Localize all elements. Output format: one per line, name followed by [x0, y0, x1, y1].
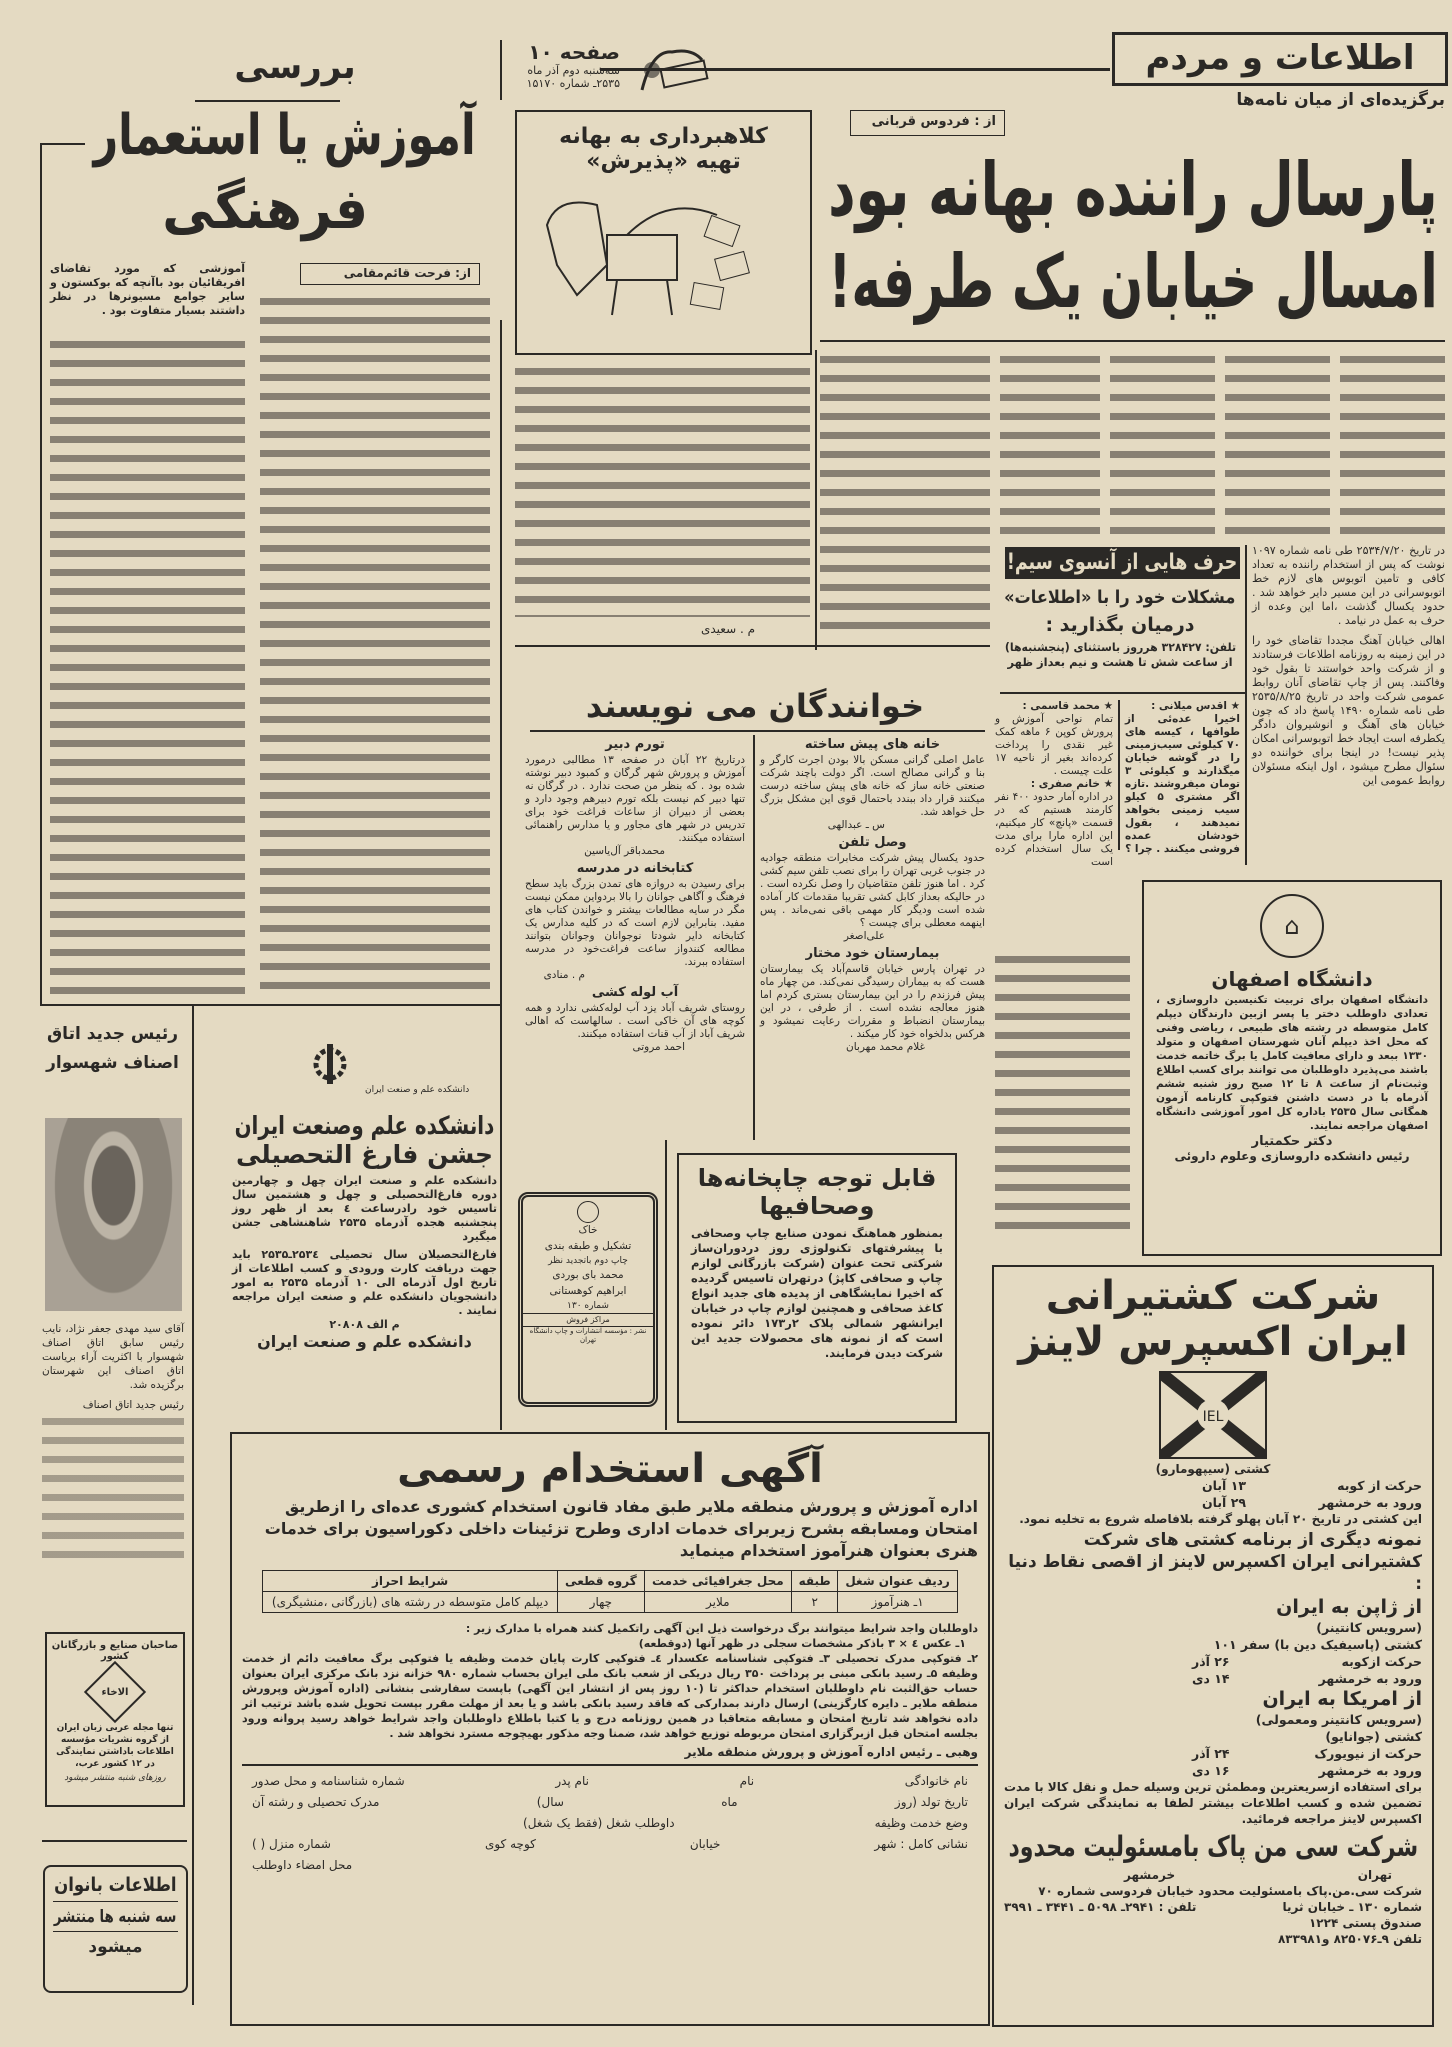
printing-ad	[677, 1153, 957, 1423]
requirement-item: ۱ـ عکس ٤ × ۳ باذکر مشخصات سجلی در ظهر آنها (دوقطعه)	[638, 1637, 966, 1650]
service-2: (سرویس کانتینر ومعمولی)	[1255, 1711, 1422, 1727]
printing-title-1-wrap	[679, 1165, 955, 1193]
schedule-label: ورود به خرمشهر	[1318, 1494, 1422, 1510]
ship-name-1: کشتی (سیپهومارو)	[1155, 1462, 1271, 1476]
book-sales-points: مراکز فروش	[523, 1313, 653, 1326]
alakha-ad	[45, 1632, 185, 1807]
article-column	[820, 350, 990, 640]
application-form	[242, 1771, 978, 1876]
sim-item-text: در اداره آمار حدود ۴۰۰ نفر کارمند هستیم که در قسمت «پانچ» کار میکنیم، این اداره مارا برای مدت یک سال استخدام کرده است	[995, 791, 1113, 868]
column-header: شرایط احراز	[263, 1571, 558, 1592]
form-field: شماره منزل ( )	[252, 1836, 331, 1851]
sim-line-1-wrap	[1002, 588, 1238, 609]
table-header-row	[263, 1571, 958, 1592]
sim-line-1: مشکلات خود را با «اطلاعات»	[1004, 587, 1236, 608]
article-column	[1225, 350, 1330, 535]
alakha-line-2: تنها مجله عربی زبان ایران از گروه نشریات مؤسسه اطلاعات باداشتن نمایندگی در ۱۲ کشور عرب،	[56, 1723, 174, 1770]
schedule-date: ۱۴ دی	[1192, 1670, 1230, 1686]
review-column	[260, 292, 490, 1000]
asnaf-more: رئیس جدید اتاق اصناف	[82, 1399, 184, 1411]
cartoon-article-text	[515, 362, 810, 617]
cartoon-signature: م . سعیدی	[700, 622, 755, 636]
letter-author: م . منادی	[543, 969, 585, 981]
khorramshahr-label: خرمشهر	[1124, 1867, 1176, 1882]
schedule-date: ۲۴ آذر	[1192, 1745, 1230, 1761]
employment-signer: وهبی ـ رئیس اداره آموزش و پرورش منطقه ملایر	[684, 1745, 978, 1759]
employment-table	[262, 1570, 958, 1613]
sim-line-2-wrap	[1002, 615, 1238, 637]
book-number: شماره ۱۳۰	[567, 1300, 609, 1311]
cartoon-illustration	[517, 175, 807, 325]
asnaf-text	[42, 1412, 184, 1562]
masthead-logo	[632, 40, 712, 100]
review-title-2: فرهنگی	[162, 177, 368, 242]
cartoon-title-1-wrap	[517, 124, 810, 149]
letter-text: عامل اصلی گرانی مسکن بالا بودن اجرت کارگر و بنا و گرانی مصالح است. اگر دولت باچند شرکت صنعتی خانه ساز که خانه های پیش ساخته درست میکنند قرار داد ببندد باحتمال قوی این مشکل بزرگ حل خواهد شد.	[760, 754, 985, 818]
ship-name-2: کشتی (پاسیفیک دین با) سفر ۱۰۱	[1213, 1636, 1422, 1652]
letter-title: بیمارستان خود مختار	[805, 946, 940, 961]
readers-title: خوانندگان می نویسند	[585, 687, 925, 725]
esfahan-university-ad	[1142, 880, 1442, 1256]
table-cell: ۱ـ هنرآموز	[838, 1592, 958, 1613]
column-header: طبقه	[792, 1571, 838, 1592]
banovan-box	[43, 1865, 188, 1993]
iel-flag-logo	[1159, 1371, 1267, 1459]
route-japan: از ژاپن به ایران	[1276, 1595, 1422, 1618]
sim-item-name: ★ اقدس میلانی :	[1151, 700, 1240, 712]
article-excerpt-2: اهالی خیابان آهنگ مجددا تقاضای خود را در این زمینه به روزنامه اطلاعات فرستادند و از شرکت واحد خواستند تا بقول خود وفاکنند. پس از چاپ تقاضای آنان روابط عمومی شرکت واحد در تاریخ ۲۵۳۵/۸/۲۵ طی نامه شماره ۱۴۹۰ پاسخ داد که چون خیابان های آهنگ و انوشیروان دادگر یکطرفه است ایجاد خط اتوبوسرانی امکان پذیر نیست! در اینجا برای خواننده دو سئوال مطرح میشود ، اول اینکه مسئولان روابط عمومی این	[1252, 634, 1446, 787]
letter-text: برای رسیدن به دروازه های تمدن بزرگ باید سطح فرهنگ و آگاهی جوانان را بالا بردواین ممکن نیست مگر در سایه مطالعات بیشتر و خواندن کتاب های مفید. بنابراین لازم است که در کلیه مدارس یک کتابخانه دایر شودتا نوجوانان وجوانان بتوانند مطالعه کنندواز ساعت فراغت‌خود در مدرسه استفاده ببرند.	[525, 878, 745, 968]
employment-title: آگهی استخدام رسمی	[397, 1446, 823, 1492]
schedule-date: ۱۳ آبان	[1202, 1477, 1246, 1493]
schedule-label: حرکت از نیویورک	[1314, 1745, 1422, 1761]
cartoon-title-2-wrap	[517, 149, 810, 174]
form-row	[252, 1813, 968, 1834]
sim-item-text: تمام نواحی آموزش و پرورش کوپن ۶ ماهه کمک غیر نقدی را پرداخت کرده‌اند بغیر از ناحیه ۱۷ علت چیست .	[995, 713, 1113, 777]
book-ad	[518, 1192, 658, 1407]
sim-hours: از ساعت شش تا هشت و نیم بعداز ظهر	[1007, 654, 1233, 669]
section-subtitle: برگزیده‌ای از میان نامه‌ها	[1236, 90, 1445, 110]
issue-date: سه‌شنبه دوم آذر ماه	[527, 64, 620, 77]
portrait-photo	[45, 1118, 182, 1311]
review-intro: آموزشی که مورد تقاضای افریقائیان بود باآنچه که بوکستون و سایر جوامع مسیونرها در نظر داشتند بسیار متفاوت بود .	[50, 262, 245, 317]
iust-body-2: فارغ‌التحصیلان سال تحصیلی ۲۵۳٤ـ۲۵۳۵ باید جهت دریافت کارت ورودی و کسب اطلاعات از تاریخ اول آذرماه الی ۱۰ آذرماه ۲۵۳۵ به امور دانشجویان دانشکده علم و صنعت ایران مراجعه نمایند .	[232, 1247, 497, 1317]
sim-hours-wrap	[1002, 656, 1238, 669]
sim-item	[1125, 700, 1240, 856]
form-field: نام	[739, 1773, 755, 1788]
column-header: ردیف عنوان شغل	[838, 1571, 958, 1592]
review-author: از: فرحت قائم‌مقامی	[300, 263, 480, 285]
schedule-3	[1192, 1711, 1422, 1779]
schedule-2	[1192, 1619, 1422, 1687]
schedule-label: حرکت ازکوبه	[1341, 1653, 1422, 1669]
review-section: بررسی	[234, 47, 356, 87]
iust-body: دانشکده علم و صنعت ایران چهل و چهارمین دوره فارغ‌التحصیلی و چهل و هشتمین سال تاسیس خود رادرساعت ٤ بعد از ظهر روز پنجشنبه هجده آذرماه ۲۵۳۵ شاهنشاهی جشن میگیرد	[232, 1173, 498, 1243]
page-header	[505, 40, 620, 90]
book-author: ابراهیم کوهستانی	[549, 1284, 627, 1297]
asnaf-caption: آقای سید مهدی جعفر نژاد، نایب رئیس سابق اتاق اصناف شهسوار با اکثریت آراء بریاست اتاق اصناف این شهرستان برگزیده شد.	[42, 1323, 184, 1391]
readers-column-left	[525, 734, 745, 1054]
shipping-agent-wrap	[1004, 1831, 1422, 1863]
iust-title-2-wrap	[232, 1141, 497, 1170]
iust-logo-icon	[300, 1036, 360, 1106]
form-field: داوطلب شغل (فقط یک شغل)	[523, 1815, 675, 1830]
tehran-label: تهران	[1357, 1867, 1392, 1882]
form-field: خیابان	[689, 1836, 721, 1851]
book-subtitle: تشکیل و طبقه بندی	[544, 1239, 632, 1252]
form-row	[252, 1792, 968, 1813]
author-byline: از : فردوس قربانی	[850, 110, 1005, 136]
shipping-closing: برای استفاده ازسریعترین ومطمئن ترین وسیله حمل و نقل کالا با مدت تضمین شده و کسب اطلاعات بیشتر لطفا به نمایندگی شرکت ایران اکسپرس لاینز مراجعه فرمائید.	[1004, 1779, 1422, 1826]
main-headline	[822, 148, 1444, 238]
form-field: نام پدر	[555, 1773, 589, 1788]
iel-logo-text: IEL	[1202, 1409, 1224, 1425]
letter-title: خانه های پیش ساخته	[804, 737, 941, 752]
section-title-mardom: اطلاعات و مردم	[1145, 38, 1415, 78]
khorramshahr-address: شماره ۱۳۰ ـ خیابان ثریا	[1282, 1899, 1422, 1914]
book-publisher: نشر : مؤسسه انتشارات و چاپ دانشگاه تهران	[523, 1326, 653, 1345]
form-field: تاریخ تولد (روز	[894, 1794, 968, 1809]
form-field: نشانی کامل : شهر	[874, 1836, 968, 1851]
review-title-1-wrap	[90, 104, 480, 172]
table-cell: دیپلم کامل متوسطه در رشته های (بازرگانی ،منشیگری)	[263, 1592, 558, 1613]
article-excerpts	[1252, 544, 1445, 788]
letter-title: تورم دبیر	[605, 737, 665, 752]
alakha-line-3: روزهای شنبه منتشر میشود	[64, 1772, 166, 1783]
letter-title: کتابخانه در مدرسه	[576, 861, 694, 876]
table-row	[263, 1592, 958, 1613]
employment-lead: اداره آموزش و پرورش منطقه ملایر طبق مفاد قانون استخدام کشوری عده‌ای را ازطریق امتحان ومسابقه بشرح زیربرای خدمات اداری وطرح تزئینات داخلی دکوراسیون برای خدمات هنری بعنوان هنرآموز استخدام مینماید	[264, 1497, 978, 1560]
main-headline-2	[822, 240, 1444, 330]
form-row	[252, 1771, 968, 1792]
printing-title-2-wrap	[679, 1193, 955, 1221]
iust-title-2: جشن فارغ التحصیلی	[235, 1139, 494, 1169]
letter-author: غلام محمد مهربان	[845, 1041, 925, 1053]
shipping-title-2-wrap	[1004, 1319, 1422, 1365]
letter-text: در تهران پارس خیابان قاسم‌آباد یک بیمارستان هست که به بیماران رسیدگی نمی‌کند. من چهار ماه پیش فرزندم را در این بیمارستان بستری کردم اما هنوز معالجه نشده است . از طرفی ، در این بیمارستان انضباط و مقررات رعایت نمیشود و هرکس بدلخواه خود کار میکند .	[760, 963, 985, 1040]
readers-title-wrap	[520, 688, 990, 725]
shipping-agent: شرکت سی من پاک بامسئولیت محدود	[1008, 1829, 1418, 1863]
cartoon-title-1: کلاهبرداری به بهانه	[559, 124, 768, 149]
cartoon-box	[515, 110, 812, 355]
university-emblem-icon: ⌂	[1260, 894, 1324, 958]
sim-phone: تلفن: ۳۲۸۴۲۷ هرروز باستثنای (پنجشنبه‌ها)	[1004, 639, 1236, 654]
ship-name-3: کشتی (جوانایو)	[1325, 1728, 1422, 1744]
route-america: از امریکا به ایران	[1262, 1687, 1422, 1710]
book-author: محمد بای بوردی	[552, 1269, 624, 1281]
letter-title: وصل تلفن	[838, 835, 907, 850]
letter-text: درتاریخ ۲۲ آبان در صفحه ۱۳ مطالبی درمورد آموزش و پرورش شهر گرگان و کمبود دبیر نوشته شده بود . که بنظر من صحت ندارد . در گرگان نه تنها دبیر کم نیست بلکه تورم دبیرهم وجود دارد و بعضی از دبیران از ساعات فراغت خود برای تدریس در شهر های مجاور و یا مدارس راهنمائی استفاده میکنند.	[525, 754, 746, 844]
book-title: خاک	[578, 1224, 598, 1236]
page-number: صفحه ۱۰	[528, 40, 620, 64]
form-field: وضع خدمت وظیفه	[874, 1815, 968, 1830]
table-cell: ۲	[792, 1592, 838, 1613]
schedule-date: ۲۹ آبان	[1202, 1494, 1246, 1510]
schedule-1	[1202, 1477, 1422, 1511]
schedule-date: ۲۶ آذر	[1192, 1653, 1230, 1669]
review-title-2-wrap	[160, 178, 370, 246]
headline-line-2: امسال خیابان یک طرفه!	[828, 239, 1438, 325]
agent-addresses	[1004, 1867, 1422, 1947]
esfahan-signer-title: رئیس دانشکده داروسازی وعلوم داروئی	[1174, 1148, 1410, 1163]
article-column	[1110, 350, 1215, 535]
asnaf-title-2: اصناف شهسوار	[46, 1053, 179, 1073]
tehran-phone: تلفن ۹ـ۸۲۵۰۷۶ و۸۳۳۹۸۱	[1277, 1931, 1422, 1946]
form-row	[252, 1834, 968, 1855]
form-field: ماه	[721, 1794, 738, 1809]
shipping-title-1-wrap	[1004, 1273, 1422, 1319]
po-box: صندوق پستی ۱۲۲۴	[1308, 1915, 1422, 1930]
article-column	[1340, 350, 1445, 535]
asnaf-title-2-wrap	[40, 1054, 185, 1074]
iust-title-1: دانشکده علم وصنعت ایران	[234, 1111, 495, 1140]
iust-code: م الف ۲۰۸۰۸	[329, 1317, 400, 1331]
issue-number: ۲۵۳۵ـ شماره ۱۵۱۷۰	[526, 77, 620, 90]
service-1: (سرویس کانتینر)	[1316, 1619, 1422, 1635]
sim-item-name: ★ خانم صفری :	[1030, 778, 1113, 790]
letter-author: علی‌اصغر	[843, 930, 885, 942]
form-divider	[242, 1764, 978, 1766]
asnaf-title-1-wrap	[40, 1025, 185, 1045]
letter-author: احمد مروتی	[632, 1041, 685, 1053]
letter-author: س ـ عبدالهی	[827, 819, 885, 831]
schedule-label: حرکت از کوبه	[1337, 1477, 1422, 1493]
letter-title: آب لوله کشی	[591, 985, 679, 1000]
sim-line-2: درمیان بگذارید :	[1045, 613, 1195, 636]
alakha-logo-text: الاخاء	[101, 1686, 129, 1698]
banovan-line-3: میشود	[88, 1937, 143, 1958]
employment-title-wrap	[242, 1446, 978, 1492]
asnaf-article	[42, 1322, 184, 1562]
khorramshahr-phone: تلفن : ۲۹۴۱ـ ۵۰۹۸ ـ ۳۴۴۱ ـ ۳۹۹۱	[1004, 1899, 1197, 1914]
form-field: نام خانوادگی	[904, 1773, 968, 1788]
alakha-logo	[84, 1661, 146, 1723]
table-cell: چهار	[558, 1592, 644, 1613]
banovan-line-1: اطلاعات بانوان	[54, 1874, 177, 1896]
shipping-note: این کشتی در تاریخ ۲۰ آبان پهلو گرفته بلافاصله شروع به تخلیه نمود.	[1019, 1511, 1422, 1526]
iust-signer: دانشکده علم و صنعت ایران	[257, 1331, 472, 1351]
shipping-lead: نمونه دیگری از برنامه کشتی های شرکت کشتیرانی ایران اکسپرس لاینز از اقصی نقاط دنیا :	[1008, 1529, 1422, 1594]
sim-continued-text	[995, 950, 1130, 1240]
article-excerpt: در تاریخ ۲۵۳۴/۷/۲۰ طی نامه شماره ۱۰۹۷ نوشت که پس از استخدام راننده به تعداد کافی و تامین اتوبوس های لازم خط اتوبوسرانی در این مسیر دایر خواهد شد . حدود یکسال گذشت ،اما این وعده از حرف به عمل در نیامد .	[1252, 544, 1445, 627]
schedule-label: ورود به خرمشهر	[1318, 1762, 1422, 1778]
shipping-ad	[992, 1265, 1434, 2027]
sim-item-name: ★ محمد قاسمی :	[1022, 700, 1113, 712]
printing-title-1: قابل توجه چاپخانه‌ها	[697, 1164, 937, 1192]
cartoon-title-2: تهیه «پذیرش»	[586, 149, 741, 175]
sim-title: حرف هایی از آنسوی سیم!	[1007, 550, 1238, 576]
university-seal-icon	[577, 1201, 599, 1223]
form-field: کوچه کوی	[484, 1836, 536, 1851]
sim-item-text: اخیرا عده‌ئی از طوافها ، کیسه های ۷۰ کیلوئی سیب‌زمینی را در گوشه خیابان میگذارند و کیلوئی ۳ تومان میفروشند .تازه اگر مشتری ۵ کیلو سیب زمینی بخواهد نمیدهند ، بقول خودشان عمده فروشی میکنند . چرا ؟	[1125, 713, 1240, 855]
form-field-signature: محل امضاء داوطلب	[252, 1857, 353, 1872]
section-title-box	[1112, 32, 1448, 86]
form-field: مدرک تحصیلی و رشته آن	[252, 1794, 380, 1809]
letter-text: روستای شریف آباد یزد آب لوله‌کشی ندارد و همه کوچه های آن خاکی است . سالهاست که اهالی شریف آباد از آب قنات استفاده میکنند.	[525, 1002, 745, 1040]
sim-header	[1002, 588, 1238, 669]
esfahan-signer: دکتر حکمتیار	[1251, 1134, 1333, 1149]
esfahan-body: دانشگاه اصفهان برای تربیت تکنیسین داروسازی ، تعدادی داوطلب دختر یا پسر ازبین دارندگان دیپلم کامل متوسطه در رشته های طبیعی ، ریاضی وفنی که محل اخذ دیپلم آنان شهرستان اصفهان و متولد ۱۳۳۰ ببعد و دارای معافیت کامل یا برگ خاتمه خدمت باشند می‌پذیرد داوطلبان می توانند برای کسب اطلاع وثبت‌نام از ساعت ۸ تا ۱۲ صبح روز شنبه ششم آذرماه با در دست داشتن فتوکپی کارنامه آزمون همگانی سال ۲۵۳۵ باداره کل امور آموزشی دانشگاه اصفهان مراجعه نمایند.	[1156, 994, 1429, 1132]
banovan-line-1-wrap	[53, 1867, 178, 1902]
banovan-line-2: سه شنبه ها منتشر	[54, 1906, 177, 1927]
readers-column-right	[760, 734, 985, 1054]
iust-title-1-wrap	[232, 1112, 497, 1141]
esfahan-title: دانشگاه اصفهان	[1211, 967, 1373, 991]
shipping-title-1: شرکت کشتیرانی	[1045, 1273, 1381, 1319]
employment-ad	[230, 1432, 990, 2026]
letter-author: محمدباقر آل‌یاسین	[584, 845, 665, 857]
iust-logo-caption: دانشکده علم و صنعت ایران	[365, 1085, 470, 1095]
sim-phone-wrap	[1002, 641, 1238, 654]
column-header: محل جغرافیائی خدمت	[644, 1571, 792, 1592]
review-column	[50, 335, 245, 1000]
schedule-date: ۱۶ دی	[1192, 1762, 1230, 1778]
alakha-line-1: صاحبان صنایع و بازرگانان کشور	[51, 1640, 179, 1662]
letter-text: حدود یکسال پیش شرکت مخابرات منطقه جوادیه در جنوب غربی تهران را برای نصب تلفن سیم کشی کرد . اما هنوز تلفن متقاضیان را وصل نکرده است . در حالیکه بعداز کابل کشی تقریبا مقدمات کار آماده شده است ودیگر کار مهمی باقی نمی‌ماند . پس اینهمه معطلی برای چیست ؟	[760, 852, 985, 929]
banovan-line-2-wrap	[53, 1902, 178, 1933]
requirement-item: ۲ـ فتوکپی مدرک تحصیلی ۳ـ فتوکپی شناسنامه عکسدار ٤ـ فتوکپی کارت پایان خدمت وظیفه یا فتوکپی برگ معافیت دائم از خدمت وظیفه ۵ـ رسید بانکی مبنی بر پرداخت ۳۵۰ ریال دریکی از شعب بانک ملی ایران بحساب شماره ۹۸۰ خزانه نزد بانک مرکزی ایران بعنوان حساب حق‌الثبت نام داوطلبان استخدام حداکثر تا (۱۰ روز پس از انتشار این آگهی) باپست سفارشی بنشانی (اداره آموزش وپرورش منطقه ملایر ـ دایره کارگزینی) ارسال دارند بمدارکی که فاقد رسید بانکی باشد و یا بعد از مهلت مقرر بپست تحویل شده باشد ترتیب اثر داده نخواهد شد تاریخ امتحان و مسابقه متعاقبا در همین روزنامه درج و یا کتبا باطلاع داوطلبان واجد شرایط خواهد رسید پروانه ورود بجلسه امتحان قبل ازبرگزاری امتحان مربوطه توزیع خواهد شد، ضمنا وجه مذکور بهیچوجه مسترد نخواهد شد .	[242, 1652, 979, 1740]
banovan-line-3-wrap	[45, 1932, 186, 1958]
shipping-title-2: ایران اکسپرس لاینز	[1018, 1319, 1408, 1365]
printing-title-2: وصحافیها	[759, 1191, 875, 1220]
review-title-1: آموزش یا استعمار	[93, 103, 477, 168]
headline-line-1: پارسال راننده بهانه بود	[828, 147, 1438, 233]
schedule-label: ورود به خرمشهر	[1318, 1670, 1422, 1686]
form-field: سال)	[536, 1794, 564, 1809]
printing-body: بمنظور هماهنگ نمودن صنایع چاپ وصحافی با پیشرفتهای تکنولوژی روز دردوران‌ساز شرکتی تحت عنوان (شرکت بازرگانی لوازم چاپ و صحافی کاپژ) درتهران تاسیس گردیده که اخیرا نمایشگاهی از پدیده های جدید انواع کاغذ صحافی و همچنین لوازم چاپ در خیابان ایرانشهر شمالی پلاک ۲ر۱۷۳ دائر نموده است که از نمونه های محصولات جدید این شرکت دیدن فرمایند.	[691, 1226, 943, 1361]
sim-item	[995, 700, 1113, 869]
requirements-intro: داوطلبان واجد شرایط میتوانند برگ درخواست ذیل این آگهی راتکمیل کنند همراه با مدارک زیر :	[465, 1622, 978, 1635]
form-field: شماره شناسنامه و محل صدور	[252, 1773, 405, 1788]
asnaf-title-1: رئیس جدید اتاق	[46, 1024, 179, 1044]
sim-title-box	[1005, 547, 1240, 579]
form-row	[252, 1855, 968, 1876]
iust-ad	[232, 1112, 497, 1351]
book-edition: چاپ دوم باتجدید نظر	[548, 1255, 628, 1266]
tehran-address: شرکت سی.من.پاک بامسئولیت محدود خیابان فردوسی شماره ۷۰	[1038, 1883, 1422, 1898]
article-column	[1000, 350, 1100, 535]
column-header: گروه قطعی	[558, 1571, 644, 1592]
table-cell: ملایر	[644, 1592, 792, 1613]
employment-requirements	[242, 1621, 978, 1741]
